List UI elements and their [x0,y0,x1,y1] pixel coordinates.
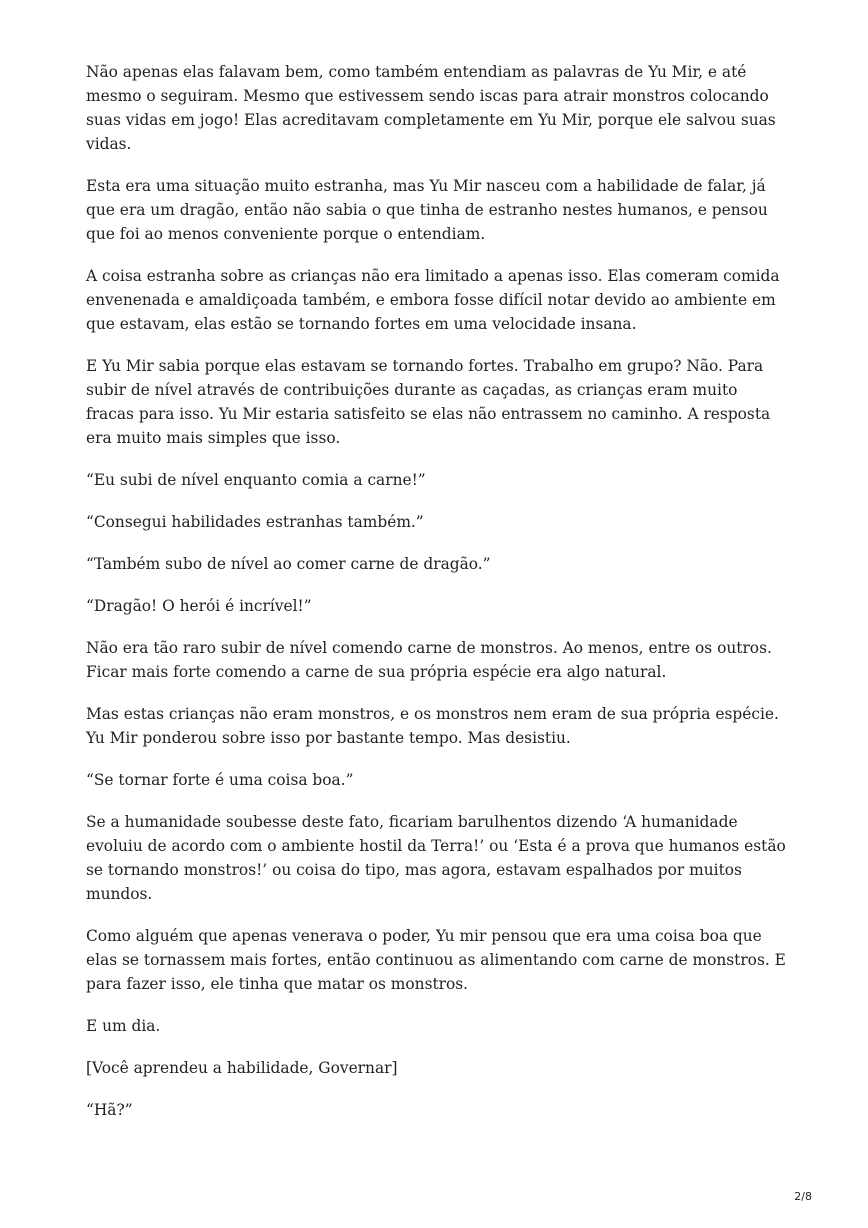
dialogue-line: “Consegui habilidades estranhas também.” [86,513,424,531]
paragraph: E um dia. [86,1017,161,1035]
dialogue-line: “Eu subi de nível enquanto comia a carne!” [86,471,426,489]
paragraph: Se a humanidade soubesse deste fato, ficariam barulhentos dizendo ‘A humanidade evoluiu de acordo com o ambiente hostil da Terra!’ ou ‘Esta é a prova que humanos estão se tornando monstros!’ ou coisa do tipo, mas agora, estavam espalhados por muitos mundos. [86,813,786,903]
dialogue-line: “Se tornar forte é uma coisa boa.” [86,771,354,789]
dialogue-line: “Dragão! O herói é incrível!” [86,597,312,615]
paragraph: A coisa estranha sobre as crianças não era limitado a apenas isso. Elas comeram comida envenenada e amaldiçoada também, e embora fosse difícil notar devido ao ambiente em que estavam, elas estão se tornando fortes em uma velocidade insana. [86,267,780,333]
paragraph: Como alguém que apenas venerava o poder, Yu mir pensou que era uma coisa boa que elas se tornassem mais fortes, então continuou as alimentando com carne de monstros. E para fazer isso, ele tinha que matar os monstros. [86,927,786,993]
document-body [86,60,786,1140]
paragraph: E Yu Mir sabia porque elas estavam se tornando fortes. Trabalho em grupo? Não. Para subir de nível através de contribuições durante as caçadas, as crianças eram muito fracas para isso. Yu Mir estaria satisfeito se elas não entrassem no caminho. A resposta era muito mais simples que isso. [86,357,771,447]
paragraph: Não apenas elas falavam bem, como também entendiam as palavras de Yu Mir, e até mesmo o seguiram. Mesmo que estivessem sendo iscas para atrair monstros colocando suas vidas em jogo! Elas acreditavam completamente em Yu Mir, porque ele salvou suas vidas. [86,63,776,153]
paragraph: Esta era uma situação muito estranha, mas Yu Mir nasceu com a habilidade de falar, já que era um dragão, então não sabia o que tinha de estranho nestes humanos, e pensou que foi ao menos conveniente porque o entendiam. [86,177,768,243]
page-number: 2/8 [794,1190,812,1203]
paragraph: Não era tão raro subir de nível comendo carne de monstros. Ao menos, entre os outros. Ficar mais forte comendo a carne de sua própria espécie era algo natural. [86,639,772,681]
dialogue-line: “Também subo de nível ao comer carne de dragão.” [86,555,491,573]
paragraph: Mas estas crianças não eram monstros, e os monstros nem eram de sua própria espécie. Yu Mir ponderou sobre isso por bastante tempo. Mas desistiu. [86,705,779,747]
system-message: [Você aprendeu a habilidade, Governar] [86,1059,398,1077]
dialogue-line: “Hã?” [86,1101,133,1119]
